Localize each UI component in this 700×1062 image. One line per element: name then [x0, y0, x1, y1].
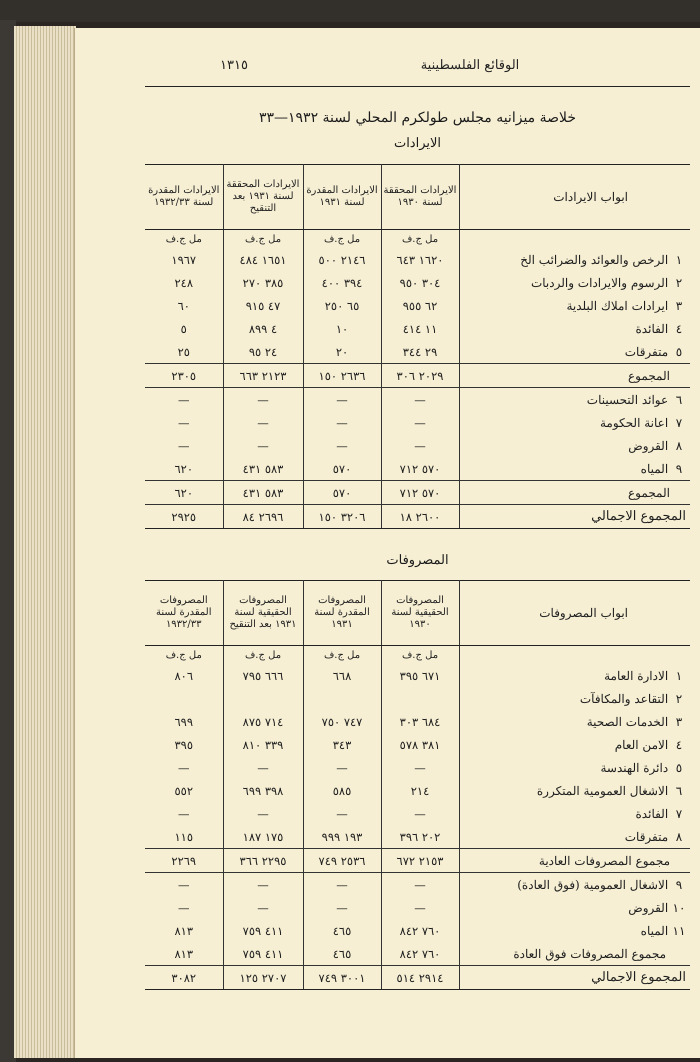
value-cell: ٤٦٥: [303, 919, 381, 942]
table-row: [145, 248, 690, 271]
value-cell: ٢٤٨: [174, 275, 194, 290]
row-number: ١٠: [672, 900, 686, 915]
value-cell: ٦٥ ٢٥٠: [303, 294, 381, 317]
value-cell: —: [223, 873, 303, 897]
table-row: [145, 434, 690, 457]
unit-label: مل ج.ف: [223, 230, 303, 249]
value-cell: ١١ ٤١٤: [381, 317, 459, 340]
expenses-header-label: ابواب المصروفات: [459, 581, 690, 646]
table-row: [145, 481, 690, 505]
row-label-cell: [459, 896, 690, 919]
row-label-cell: [459, 779, 690, 802]
header-rule: [145, 86, 690, 87]
value-cell: ٥: [180, 321, 187, 336]
row-label: المجموع الاجمالي: [591, 970, 686, 985]
value-cell: ٥٧٠: [303, 457, 381, 481]
revenue-header-label: ابواب الايرادات: [459, 165, 690, 230]
value-cell: ٢١٤: [381, 779, 459, 802]
row-label: مجموع المصروفات فوق العادة: [513, 946, 666, 961]
table-row: [145, 271, 690, 294]
row-label: الرسوم والايرادات والردبات: [530, 275, 669, 290]
value-cell: ٣٣٩ ٨١٠: [223, 733, 303, 756]
row-label: الخدمات الصحية: [586, 714, 669, 729]
row-label-cell: [459, 271, 690, 294]
row-label-cell: [459, 457, 690, 481]
value-cell: ٣٤٣: [303, 733, 381, 756]
table-row: [145, 733, 690, 756]
value-cell: —: [303, 896, 381, 919]
row-label: التقاعد والمكافآت: [579, 691, 669, 706]
row-number: ١: [675, 252, 683, 267]
expenses-header-actual-1930: المصروفات الحقيقية لسنة ١٩٣٠: [381, 581, 459, 646]
value-cell: [145, 687, 223, 710]
row-label: الفائدة: [635, 806, 669, 821]
revenue-units-row: [145, 230, 690, 249]
row-number: ٩: [675, 461, 683, 476]
value-cell: —: [178, 760, 190, 775]
value-cell: ٦٢٠: [145, 481, 223, 505]
value-cell: ٢٦٣٦ ١٥٠: [303, 364, 381, 388]
value-cell: —: [223, 802, 303, 825]
row-label-cell: [459, 802, 690, 825]
row-label: القروض: [628, 900, 669, 915]
row-number: ٣: [675, 298, 683, 313]
row-label: اعانة الحكومة: [600, 415, 669, 430]
row-label-cell: [459, 687, 690, 710]
value-cell: ٣٨١ ٥٧٨: [381, 733, 459, 756]
row-label: الرخص والعوائد والضرائب الخ: [520, 252, 669, 267]
table-row: [145, 849, 690, 873]
value-cell: ٨١٣: [174, 923, 194, 938]
expenses-section-title: المصروفات: [386, 553, 449, 568]
table-row: [145, 756, 690, 779]
value-cell: —: [178, 877, 190, 892]
unit-label: مل ج.ف: [381, 646, 459, 665]
revenue-header-estimated-1932: الايرادات المقدرة لسنة ١٩٣٢/٣٣: [145, 165, 223, 230]
value-cell: —: [223, 388, 303, 412]
unit-label: مل ج.ف: [165, 649, 202, 661]
value-cell: ٢٧٠٧ ١٢٥: [223, 966, 303, 990]
expenses-table: [145, 580, 690, 990]
row-label: مجموع المصروفات العادية: [538, 853, 670, 868]
value-cell: [381, 687, 459, 710]
row-label-cell: [459, 873, 690, 897]
value-cell: —: [381, 434, 459, 457]
table-row: [145, 411, 690, 434]
table-row: [145, 664, 690, 687]
value-cell: —: [178, 415, 190, 430]
value-cell: ٢٩ ٣٤٤: [381, 340, 459, 364]
value-cell: ١٠: [303, 317, 381, 340]
value-cell: —: [303, 802, 381, 825]
main-title: خلاصة ميزانيه مجلس طولكرم المحلي لسنة ١٩٣٢—٣٣: [258, 110, 577, 126]
table-row: [145, 779, 690, 802]
value-cell: ٢٩٢٥: [145, 505, 223, 529]
unit-label: مل ج.ف: [303, 230, 381, 249]
value-cell: ٦٢ ٩٥٥: [381, 294, 459, 317]
table-row: [145, 457, 690, 481]
row-number: ٥: [675, 344, 683, 359]
table-row: [145, 294, 690, 317]
value-cell: ٣٨٥ ٢٧٠: [223, 271, 303, 294]
value-cell: ٥٨٣ ٤٣١: [223, 481, 303, 505]
row-label-cell: [459, 664, 690, 687]
value-cell: ٣٩٤ ٤٠٠: [303, 271, 381, 294]
value-cell: —: [223, 896, 303, 919]
row-number: ٧: [675, 415, 683, 430]
value-cell: ٣٩٥: [174, 737, 194, 752]
value-cell: ١٩٣ ٩٩٩: [303, 825, 381, 849]
row-label-cell: [459, 966, 690, 990]
value-cell: ٤٦٥: [303, 942, 381, 966]
value-cell: ١٩٦٧: [171, 252, 197, 267]
row-label: المياه: [640, 923, 669, 938]
row-label-cell: [459, 733, 690, 756]
row-number: ٢: [675, 691, 683, 706]
value-cell: —: [381, 411, 459, 434]
revenue-header-row: [145, 165, 690, 230]
row-label: الادارة العامة: [604, 668, 669, 683]
value-cell: ٦٠: [177, 298, 190, 313]
value-cell: ٢٤ ٩٥: [223, 340, 303, 364]
unit-label: مل ج.ف: [381, 230, 459, 249]
value-cell: ٦٩٩: [174, 714, 194, 729]
expenses-units-row: [145, 646, 690, 665]
revenue-header-estimated-1931: الايرادات المقدرة لسنة ١٩٣١: [303, 165, 381, 230]
table-row: [145, 388, 690, 412]
row-label-cell: [459, 294, 690, 317]
expenses-header-estimated-1931: المصروفات المقدرة لسنة ١٩٣١: [303, 581, 381, 646]
value-cell: ٦٨٤ ٣٠٣: [381, 710, 459, 733]
value-cell: ٢٠٢٩ ٣٠٦: [381, 364, 459, 388]
value-cell: ٦٧١ ٣٩٥: [381, 664, 459, 687]
value-cell: ٤ ٨٩٩: [223, 317, 303, 340]
value-cell: —: [303, 434, 381, 457]
expenses-header-row: [145, 581, 690, 646]
row-label-cell: [459, 248, 690, 271]
value-cell: ٣٩٨ ٦٩٩: [223, 779, 303, 802]
value-cell: —: [178, 392, 190, 407]
value-cell: —: [303, 873, 381, 897]
table-row: [145, 687, 690, 710]
value-cell: ٦٦٨: [303, 664, 381, 687]
value-cell: —: [178, 900, 190, 915]
value-cell: ٣٢٠٦ ١٥٠: [303, 505, 381, 529]
page-number: ١٣١٥: [220, 58, 248, 73]
value-cell: ٥٨٥: [303, 779, 381, 802]
row-label-cell: [459, 340, 690, 364]
row-label: المجموع: [628, 485, 670, 500]
revenue-header-actual-1930: الايرادات المحققة لسنة ١٩٣٠: [381, 165, 459, 230]
row-label-cell: [459, 710, 690, 733]
table-row: [145, 505, 690, 529]
revenue-table: [145, 164, 690, 529]
value-cell: ٧٦٠ ٨٤٢: [381, 919, 459, 942]
table-row: [145, 873, 690, 897]
table-row: [145, 966, 690, 990]
value-cell: ٥٨٣ ٤٣١: [223, 457, 303, 481]
row-label: عوائد التحسينات: [586, 392, 669, 407]
row-label-cell: [459, 411, 690, 434]
row-label: الفائدة: [635, 321, 669, 336]
value-cell: ١٦٢٠ ٦٤٣: [381, 248, 459, 271]
running-head-title: الوقائع الفلسطينية: [420, 58, 520, 73]
value-cell: ٧٦٠ ٨٤٢: [381, 942, 459, 966]
value-cell: ٦٦٦ ٧٩٥: [223, 664, 303, 687]
value-cell: ٦٢٠: [174, 461, 194, 476]
value-cell: ٨١٣: [174, 946, 194, 961]
row-number: ١: [675, 668, 683, 683]
row-label-cell: [459, 942, 690, 966]
unit-label: مل ج.ف: [223, 646, 303, 665]
unit-label: [459, 646, 690, 665]
row-label: الامن العام: [614, 737, 669, 752]
value-cell: —: [223, 756, 303, 779]
value-cell: ٢٣٠٥: [145, 364, 223, 388]
row-label: ايرادات املاك البلدية: [566, 298, 669, 313]
table-row: [145, 919, 690, 942]
value-cell: ٢١٤٦ ٥٠٠: [303, 248, 381, 271]
value-cell: ٥٧٠ ٧١٢: [381, 481, 459, 505]
value-cell: —: [381, 756, 459, 779]
value-cell: —: [223, 411, 303, 434]
row-label: متفرقات: [624, 344, 669, 359]
value-cell: —: [178, 806, 190, 821]
value-cell: ٥٥٢: [174, 783, 194, 798]
value-cell: ٢٢٩٥ ٣٦٦: [223, 849, 303, 873]
value-cell: —: [303, 756, 381, 779]
row-label: القروض: [628, 438, 669, 453]
row-number: ٧: [675, 806, 683, 821]
row-label-cell: [459, 919, 690, 942]
unit-label: مل ج.ف: [303, 646, 381, 665]
value-cell: ٥٧٠: [303, 481, 381, 505]
value-cell: [223, 687, 303, 710]
row-label-cell: [459, 849, 690, 873]
row-label-cell: [459, 434, 690, 457]
row-number: ٣: [675, 714, 683, 729]
value-cell: ٥٧٠ ٧١٢: [381, 457, 459, 481]
value-cell: ٢٦٠٠ ١٨: [381, 505, 459, 529]
revenue-header-actual-1931-revised: الايرادات المحققة لسنة ١٩٣١ بعد التنقيح: [223, 165, 303, 230]
value-cell: ١١٥: [174, 829, 194, 844]
row-label: الاشغال العمومية المتكررة: [536, 783, 669, 798]
value-cell: [303, 687, 381, 710]
unit-label: [459, 230, 690, 249]
row-number: ٥: [675, 760, 683, 775]
value-cell: ٢٦٩٦ ٨٤: [223, 505, 303, 529]
table-row: [145, 710, 690, 733]
value-cell: —: [381, 802, 459, 825]
row-number: ٨: [675, 438, 683, 453]
row-label: الاشغال العمومية (فوق العادة): [517, 877, 669, 892]
row-label-cell: [459, 505, 690, 529]
row-label: المجموع الاجمالي: [591, 509, 686, 524]
value-cell: ٢١٥٣ ٦٧٢: [381, 849, 459, 873]
value-cell: ٢٩١٤ ٥١٤: [381, 966, 459, 990]
value-cell: —: [303, 411, 381, 434]
value-cell: —: [381, 896, 459, 919]
book-cover-top: [0, 0, 700, 22]
value-cell: ٢٠٢ ٣٩٦: [381, 825, 459, 849]
row-label-cell: [459, 317, 690, 340]
row-number: ٦: [675, 783, 683, 798]
expenses-header-estimated-1932: المصروفات المقدرة لسنة ١٩٣٢/٣٣: [145, 581, 223, 646]
row-label: المياه: [640, 461, 669, 476]
value-cell: ٤١١ ٧٥٩: [223, 919, 303, 942]
value-cell: ١٧٥ ١٨٧: [223, 825, 303, 849]
row-label: دائرة الهندسة: [600, 760, 669, 775]
row-label-cell: [459, 388, 690, 412]
row-number: ٦: [675, 392, 683, 407]
row-label-cell: [459, 825, 690, 849]
row-number: ١١: [672, 923, 686, 938]
value-cell: —: [381, 388, 459, 412]
value-cell: —: [178, 438, 190, 453]
value-cell: ٢١٢٣ ٦٦٣: [223, 364, 303, 388]
row-label-cell: [459, 364, 690, 388]
value-cell: ٢٢٦٩: [145, 849, 223, 873]
page-edges: [14, 26, 76, 1058]
value-cell: ٣٠٨٢: [145, 966, 223, 990]
row-label: المجموع: [628, 368, 670, 383]
table-row: [145, 340, 690, 364]
row-number: ٤: [675, 737, 683, 752]
revenue-section-title: الايرادات: [393, 136, 442, 151]
value-cell: ٣٠٠١ ٧٤٩: [303, 966, 381, 990]
value-cell: ٢٥٣٦ ٧٤٩: [303, 849, 381, 873]
value-cell: ٧٤٧ ٧٥٠: [303, 710, 381, 733]
value-cell: ٤١١ ٧٥٩: [223, 942, 303, 966]
book-page: [74, 28, 700, 1058]
value-cell: ٢٥: [177, 344, 190, 359]
value-cell: —: [381, 873, 459, 897]
row-label: متفرقات: [624, 829, 669, 844]
value-cell: ٤٧ ٩١٥: [223, 294, 303, 317]
row-number: ٢: [675, 275, 683, 290]
row-number: ٤: [675, 321, 683, 336]
table-row: [145, 825, 690, 849]
table-row: [145, 317, 690, 340]
row-label-cell: [459, 756, 690, 779]
unit-label: مل ج.ف: [165, 233, 202, 245]
row-number: ٩: [675, 877, 683, 892]
row-label-cell: [459, 481, 690, 505]
table-row: [145, 364, 690, 388]
value-cell: —: [303, 388, 381, 412]
value-cell: ٨٠٦: [174, 668, 194, 683]
value-cell: ١٦٥١ ٤٨٤: [223, 248, 303, 271]
row-number: ٨: [675, 829, 683, 844]
table-row: [145, 896, 690, 919]
value-cell: ٣٠٤ ٩٥٠: [381, 271, 459, 294]
expenses-header-actual-1931-revised: المصروفات الحقيقية لسنة ١٩٣١ بعد التنقيح: [223, 581, 303, 646]
value-cell: ٢٠: [303, 340, 381, 364]
table-row: [145, 942, 690, 966]
value-cell: —: [223, 434, 303, 457]
table-row: [145, 802, 690, 825]
value-cell: ٧١٤ ٨٧٥: [223, 710, 303, 733]
